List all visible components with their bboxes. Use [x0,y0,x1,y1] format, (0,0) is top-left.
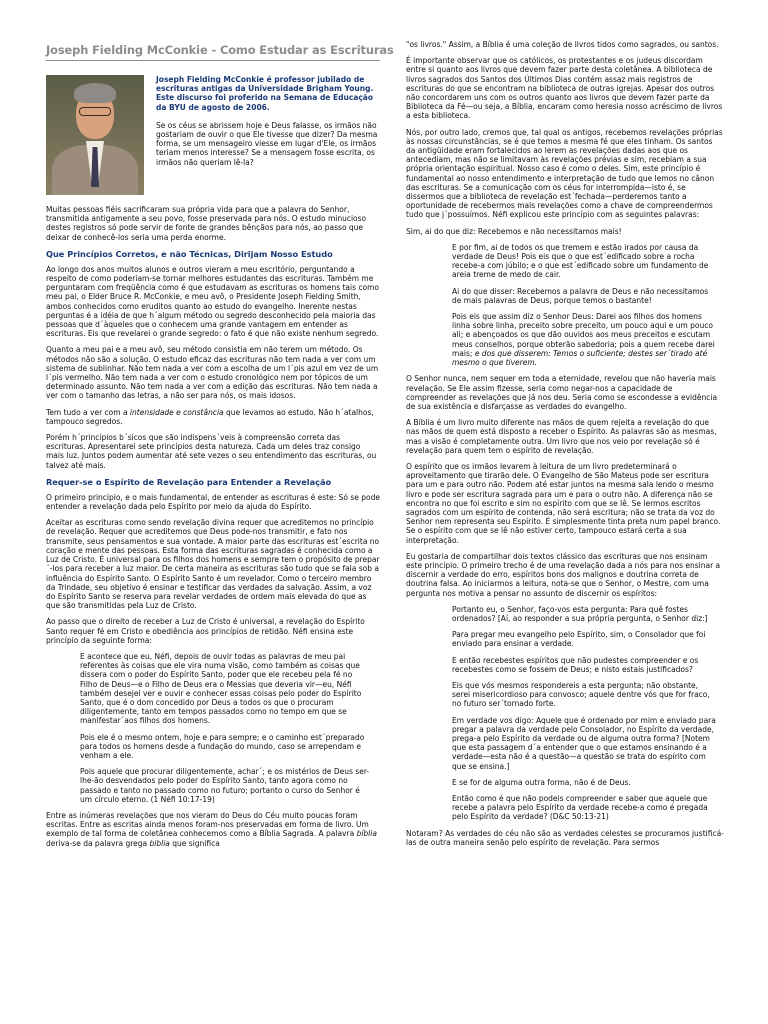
text: Tem tudo a ver com [46,407,123,417]
scripture-quote: Para pregar meu evangelho pelo Espírito, sim, o Consolador que foi enviado para ensinar a verdade. [452,630,706,649]
paragraph: "os livros." Assim, a Bíblia é uma coleção de livros tidos como sagrados, ou santos. [406,40,719,49]
text: que significa [169,838,220,848]
scripture-quote: Ai do que disser: Recebemos a palavra de Deus e não necessitamos de mais palavras de Deus, porque temos o bastante! [452,286,709,305]
scripture-quote: E se for de alguma outra forma, não é de Deus. [452,777,631,787]
text: Pois eis que assim diz o Senhor Deus: Darei aos filhos dos homens linha sobre linha, preceito sobre preceito, um pouco aqui e um pouco ali; e abençoados os que dão ouvidos aos meus preceitos e escutam meus conselhos, porque obterão sabedoria; pois a quem recebe darei mais; [452,312,715,358]
paragraph: Ao longo dos anos muitos alunos e outros vieram a meu escritório, perguntando a respeito de como poderiam-se tornar melhores estudantes das escrituras. Também me perguntaram com freqüência como é que estudavam as escrituras os homens tais como meu pai, o Elder Bruce R. McConkie, e meu avô, o Presidente Joseph Fielding Smith, ambos conhecidos como eruditos quanto ao estudo do evangelho. Inerente nestas perguntas é a idéia de que h´algum método ou segredo desconhecido pela maioria das pessoas que d´àqueles que o conhecem uma grande vantagem em entender as escrituras. Eis que revelarei o grande segredo: o fato é que não existe nenhum segredo. [46,264,380,339]
scripture-quote: E por fim, ai de todos os que tremem e estão irados por causa da verdade de Deus! Pois eis que o que est´edificado sobre a rocha recebe-a com júbilo; e o que est´edificado sobre um fundamento de areia treme de medo de cair. [452,242,709,280]
paragraph: Sim, ai do que diz: Recebemos e não necessitamos mais! [406,226,622,236]
author-bio [156,75,380,174]
paragraph: O Senhor nunca, nem sequer em toda a eternidade, revelou que não haveria mais revelação. Se Ele assim fizesse, seria como negar-nos a capacidade de compreender as revelações que já nos deu. Seria como se escondesse a evidência de sua existência e disfarçasse as verdades do evangelho. [406,374,718,411]
section-heading: Que Princípios Corretos, e não Técnicas, Dirijam Nosso Estudo [46,248,333,259]
emphasis: biblia [149,838,170,848]
scripture-quote [452,312,716,367]
paragraph: Muitas pessoas fiéis sacrificaram sua própria vida para que a palavra do Senhor, transmitida antigamente a seu povo, fosse preservada para nós. O estudo minucioso destes registros só pode servir de fonte de grandes bênçãos para nós, ao passo que deixar de conhecê-los seria uma perda enorme. [46,205,367,242]
emphasis: a intensidade e constância [122,407,224,417]
section-heading: Requer-se o Espírito de Revelação para Entender a Revelação [46,476,332,487]
scripture-quote: Pois ele é o mesmo ontem, hoje e para sempre; e o caminho est´preparado para todos os homens desde a fundação do mundo, caso se arrependam e venham a ele. [80,732,365,760]
paragraph: O primeiro princípio, e o mais fundamental, de entender as escrituras é este: Só se pode entender a revelação dada pelo Espírito por meio da ajuda do Espírito. [46,492,381,512]
scripture-quote: Pois aquele que procurar diligentemente, achar´; e os mistérios de Deus ser-lhe-ão desvendados pelo poder do Espírito Santo, tanto agora como no passado e tanto no passado como no futuro; portanto o curso do Senhor é um círculo eterno. (1 Néfi 10:17-19) [80,767,370,804]
text: deriva-se da palavra grega [46,838,150,848]
author-section [46,75,380,199]
scripture-quote: Então como é que não podeis compreender e saber que aquele que recebe a palavra pelo Espírito da verdade recebe-a como é pregada pelo Espírito da verdade? (D&C 50:13-21) [452,794,708,822]
paragraph: Nós, por outro lado, cremos que, tal qual os antigos, recebemos revelações próprias às nossas circunstâncias, se é que temos a mesma fé que eles tinham. Os santos da antigüidade eram fortalecidos ao lerem as revelações dadas aos que os antecediam, mas não se limitavam às revelações prévias e sim, recebiam a sua própria orientação espiritual. Nosso caso é como o deles. Sim, este princípio é fundamental ao nosso entendimento e interpretação de tudo que lemos no cânon das escrituras. Se a comunicação com os céus for interrompida—isto é, se dissermos que a biblioteca de revelação est´fechada—perderemos tanto a oportunidade de recebermos mais revelações como a chave de compreendermos tudo que j´possuímos. Néfi explicou este princípio com as seguintes palavras: [406,127,723,220]
scripture-quote: E então recebestes espíritos que não pudestes compreender e os recebestes como se fossem de Deus; e nisto estais justificados? [452,655,699,674]
scripture-quote: Eis que vós mesmos respondereis a esta pergunta; não obstante, serei misericordioso para convosco; aquele dentre vós que for fraco, no futuro ser´tornado forte. [452,680,710,709]
paragraph: Notaram? As verdades do céu não são as verdades celestes se procuramos justificá-las de outra maneira senão pelo espírito de revelação. Para sermos [406,828,724,847]
paragraph: A Bíblia é um livro muito diferente nas mãos de quem rejeita a revelação do que nas mãos de quem está disposto a receber o Espírito. As palavras são as mesmas, mas a visão é completamente outra. Um livro que nos veio por revelação só é revelação para quem tem o espírito de revelação. [406,418,717,455]
paragraph: Aceitar as escrituras como sendo revelação divina requer que acreditemos no princípio de revelação. Requer que acreditemos que Deus pode-nos transmitir, e fato nos transmite, seus pensamentos e sua vontade. A maior parte das escrituras est´escrita no coração e mente das pessoas. Esta forma das escrituras sagradas é conhecida como a Luz de Cristo. É universal para os filhos dos homens e sempre tem o propósito de prepar´-los para receber a luz maior. De certa maneira as escrituras são tudo que se fala sob a influência do Espírito Santo. O Espírito Santo é um revelador. Como o terceiro membro da Trindade, seu objetivo é ensinar e testificar das verdades da salvação. Assim, a voz do Espírito Santo se reserva para revelar verdades de ordem mais elevada do que as que são transmitidas pela Luz de Cristo. [46,518,380,611]
text: que levamos ao estudo. Não h´atalhos, tampouco segredos. [46,407,374,426]
author-intro: Joseph Fielding McConkie é professor jubilado de escrituras antigas da Universidade Brigham Young. Este discurso foi proferido na Semana de Educação da BYU de agosto de 2006. [156,75,374,112]
paragraph: Ao passo que o direito de receber a Luz de Cristo é universal, a revelação do Espírito Santo requer fé em Cristo e obediência aos princípios de retidão. Néfi ensina este princípio da seguinte forma: [46,617,365,645]
right-column [406,40,724,854]
photo-glasses [79,107,111,116]
paragraph: É importante observar que os católicos, os protestantes e os judeus discordam entre si quanto aos livros que devem fazer parte desta coletânea. A biblioteca de livros sagrados dos Santos dos Últimos Dias contém assaz mais registros de escrituras do que se encontram na biblioteca de outras igrejas. Apesar dos outros não concordarem uns com os outros quanto aos livros que devem fazer parte da Biblioteca da Fé—ou seja, a Bíblia, encaram como heresia nosso acréscimo de livros a esta biblioteca. [406,56,723,121]
scripture-quote: Em verdade vos digo: Aquele que é ordenado por mim e enviado para pregar a palavra da verdade pelo Consolador, no Espírito da verdade, prega-a pelo Espírito da verdade ou de alguma outra forma? [Notem que esta passagem d´a entender que o que estamos ensinando é a verdade—esta não é a questão—a questão se trata do espírito com que se ensina.] [452,715,716,771]
photo-hair [74,83,116,103]
article-title: Joseph Fielding McConkie - Como Estudar as Escrituras [46,43,380,61]
paragraph: Eu gostaria de compartilhar dois textos clássico das escrituras que nos ensinam este princípio. O primeiro trecho é de uma revelação dada a nós para nos ensinar a discernir a verdade do erro, espíritos bons dos malignos e doutrina correta de doutrina falsa. Ao iniciarmos a leitura, nota-se que o Senhor, o Mestre, com uma pergunta nos motiva a pensar no assunto de discernir os espíritos: [406,551,721,598]
paragraph: Porém h´princípios b´sicos que são indispens´veis à compreensão correta das escrituras. Apresentarei sete princípios desta natureza. Cada um deles traz consigo mais luz. Juntos podem aumentar até sete vezes o seu entendimento das escrituras, ou talvez até mais. [46,433,377,470]
emphasis: e dos que disserem: Temos o suficiente; destes ser´tirado até mesmo o que tiverem. [452,348,708,368]
paragraph: Quanto a meu pai e a meu avô, seu método consistia em não terem um método. Os métodos não são a solução. O estudo eficaz das escrituras não tem nada a ver com um sistema de sublinhar. Não tem nada a ver com a escolha de um l´pis azul em vez de um l´pis vermelho. Não tem nada a ver com o estudo cronológico nem por tópicos de um determinado assunto. Não tem nada a ver com a edição das escrituras. Não tem nada a ver com o tamanho das letras, a não ser para nós, os mais idosos. [46,345,379,401]
scripture-quote: E acontece que eu, Néfi, depois de ouvir todas as palavras de meu pai referentes às coisas que ele vira numa visão, como também as coisas que dissera com o poder do Espírito Santo, poder que ele recebeu pela fé no Filho de Deus—e o Filho de Deus era o Messias que deveria vir—eu, Néfi também desejei ver e ouvir e conhecer essas coisas pelo poder do Espírito Santo, que é o dom concedido por Deus a todos os que o procuram diligentemente, tanto em tempos passados como no tempo em que se manifestar´aos filhos dos homens. [80,651,362,726]
scripture-quote: Portanto eu, o Senhor, faço-vos esta pergunta: Para quê fostes ordenados? [Aí, ao responder a sua própria pergunta, o Senhor diz:] [452,604,708,623]
left-column [46,40,394,855]
emphasis: bíblia [356,829,377,839]
paragraph: O espírito que os irmãos levarem à leitura de um livro predeterminará o aproveitamento que tirarão dele. O Evangelho de São Mateus pode ser escritura para um e para outro não. Podem até estar juntos na mesma sala lendo o mesmo livro e pode ser escritura sagrada para um e para o outro não. A diferença não se encontra no que foi escrito e sim no espírito com que se lê. Se lermos escritos sagrados com um espírito de contenda, não será escritura; não se trata da voz do Senhor nem representa seu Espírito. É simplesmente tinta preta num papel branco. Se o espírito com que se lê não estiver certo, tampouco estará certa a sua interpretação. [406,461,721,545]
author-photo [46,75,144,195]
text: Entre as inúmeras revelações que nos vieram do Deus do Céu muito poucas foram escritas. Entre as escritas ainda menos foram-nos preservadas em forma de livro. Um exemplo de tal forma de coletânea conhecemos como a Bíblia Sagrada. A palavra [46,810,369,839]
paragraph: Se os céus se abrissem hoje e Deus falasse, os irmãos não gostariam de ouvir o que Ele tivesse que dizer? Da mesma forma, se um mensageiro viesse em lugar d'Ele, os irmãos teriam menos interesse? Se a mensagem fosse escrita, os irmãos não queriam lê-la? [156,120,378,167]
paragraph [46,811,380,848]
paragraph [46,408,380,426]
